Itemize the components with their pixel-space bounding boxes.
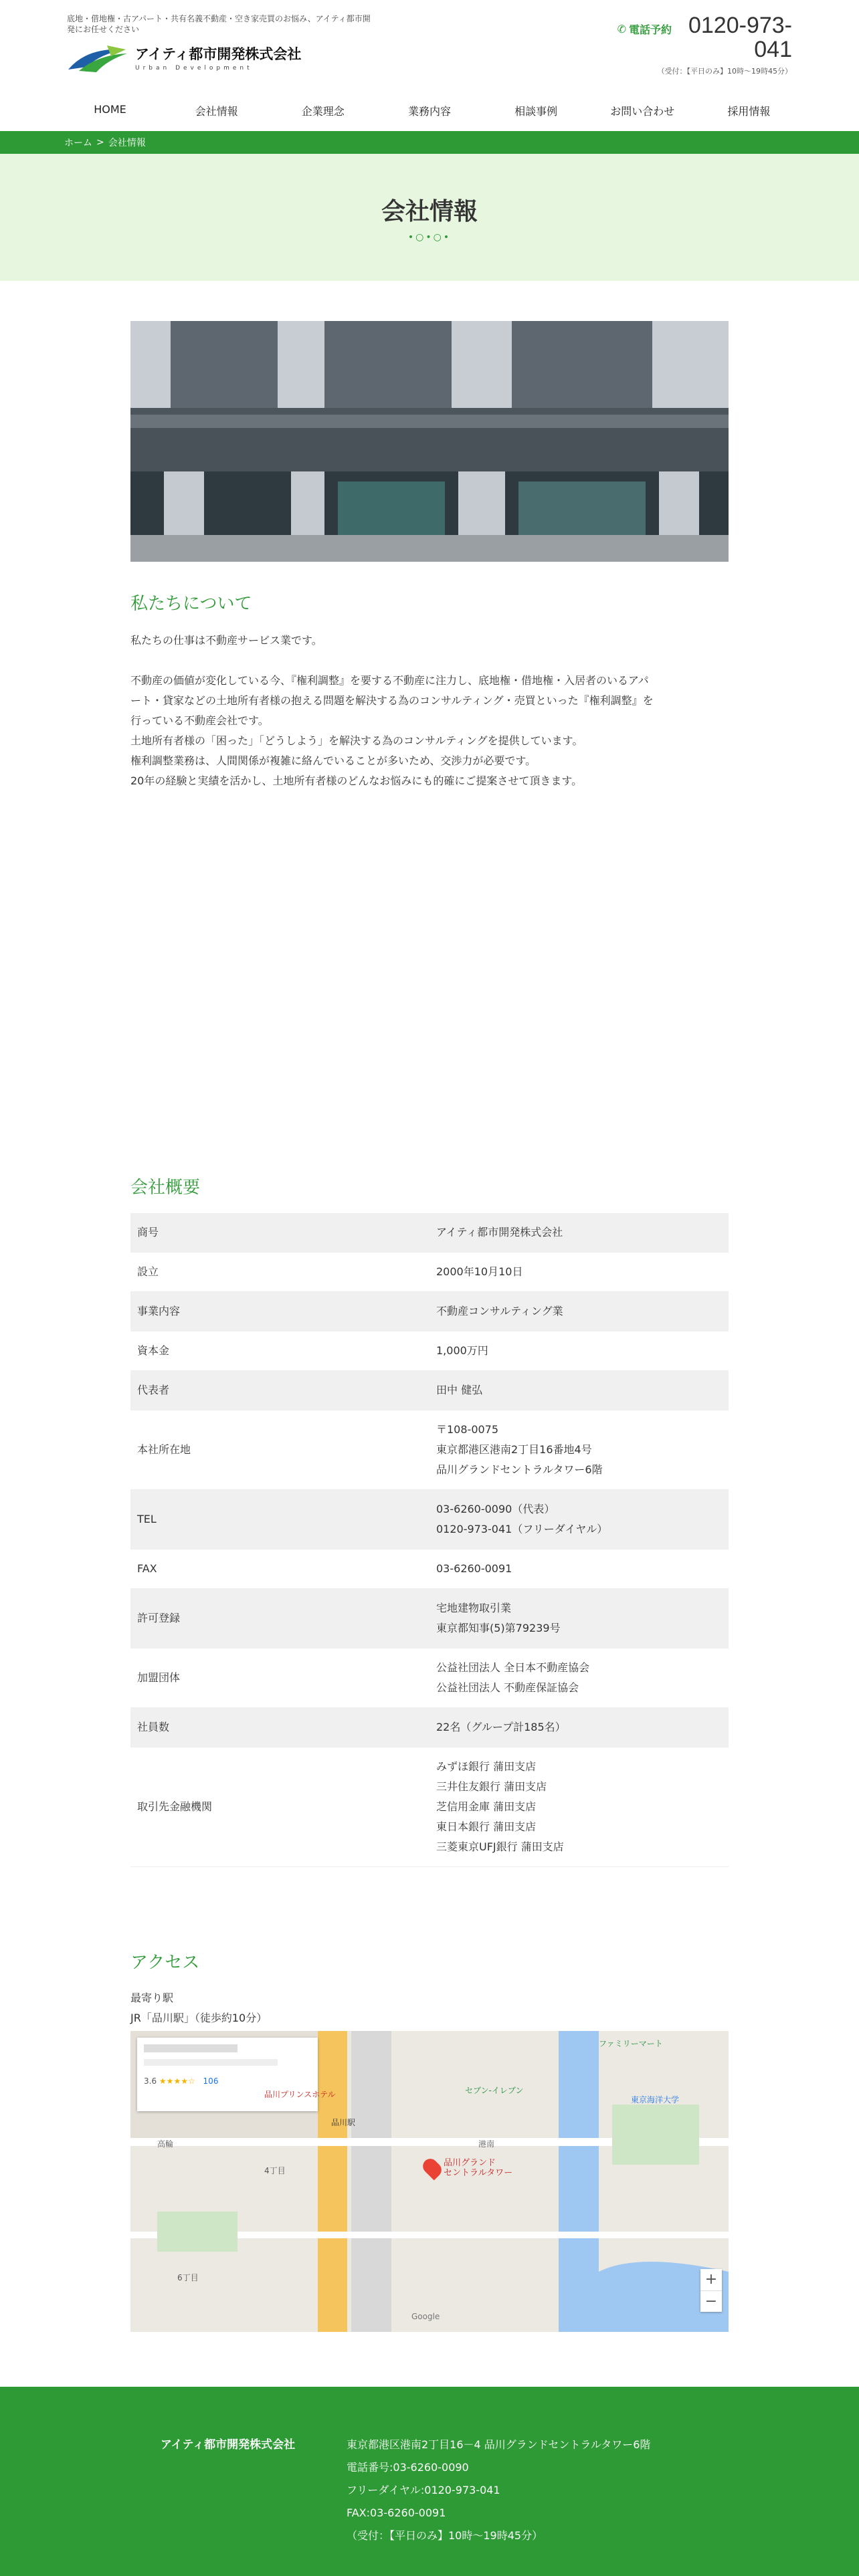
map-reviews[interactable]: 106 (203, 2076, 219, 2086)
building-entrance-image (130, 321, 729, 562)
overview-label: 商号 (130, 1213, 430, 1253)
zoom-in-button[interactable]: + (704, 2271, 718, 2288)
about-line: 20年の経験と実績を活かし、土地所有者様のどんなお悩みにも的確にご提案させて頂きます。 (130, 774, 583, 787)
breadcrumb-separator: > (96, 137, 104, 148)
about-section (130, 590, 729, 791)
breadcrumb (0, 131, 859, 154)
table-row (130, 1490, 729, 1549)
table-row (130, 1589, 729, 1648)
site-header (0, 0, 859, 131)
overview-label: 代表者 (130, 1371, 430, 1410)
about-line: 権利調整業務は、人間関係が複雑に絡んでいることが多いため、交渉力が必要です。 (130, 754, 537, 767)
nav-home[interactable]: HOME (94, 103, 126, 116)
company-name: アイティ都市開発株式会社 (135, 46, 302, 62)
overview-value: 03-6260-0090（代表） 0120-973-041（フリーダイヤル） (430, 1490, 729, 1549)
station-label: 最寄り駅 (130, 1992, 174, 2004)
map-zoom-controls (700, 2269, 722, 2312)
table-row (130, 1549, 729, 1589)
overview-value: 1,000万円 (430, 1331, 729, 1371)
company-logo[interactable] (67, 40, 301, 75)
map-label: 4丁目 (264, 2166, 286, 2175)
table-row (130, 1747, 729, 1867)
page-title: 会社情報 (381, 198, 478, 225)
nav-services[interactable]: 業務内容 (407, 105, 451, 118)
tel-reservation (617, 13, 792, 76)
overview-label: 加盟団体 (130, 1648, 430, 1708)
overview-label: TEL (130, 1490, 430, 1549)
header-tagline: 底地・借地権・古アパート・共有名義不動産・空き家売買のお悩み、アイティ都市開発にお任せください (67, 14, 371, 34)
zoom-out-button[interactable]: − (700, 2290, 722, 2312)
nav-cases[interactable]: 相談事例 (514, 105, 558, 118)
about-line: ート・貸家などの土地所有者様の抱える問題を解決する為のコンサルティング・売買といった『権利調整』を (130, 694, 654, 707)
table-row (130, 1708, 729, 1747)
overview-label: 本社所在地 (130, 1410, 430, 1490)
overview-label: 社員数 (130, 1708, 430, 1747)
page-hero (0, 154, 859, 281)
map-place-card[interactable] (137, 2038, 318, 2111)
footer-hours: （受付：【平日のみ】10時〜19時45分） (347, 2529, 543, 2542)
table-row (130, 1331, 729, 1371)
overview-label: 事業内容 (130, 1292, 430, 1331)
nav-contact[interactable]: お問い合わせ (610, 105, 675, 118)
overview-heading: 会社概要 (130, 1178, 201, 1198)
footer-free-dial[interactable]: フリーダイヤル:0120-973-041 (347, 2484, 500, 2496)
tel-label: ✆ 電話予約 (617, 23, 672, 36)
company-overview-table (130, 1213, 729, 1867)
overview-value: 03-6260-0091 (430, 1549, 729, 1589)
google-logo: Google (411, 2312, 440, 2321)
map-rating: 3.6 (144, 2076, 157, 2086)
nav-company[interactable]: 会社情報 (195, 105, 238, 118)
about-lead: 私たちの仕事は不動産サービス業です。 (130, 634, 322, 647)
footer-info (347, 2434, 650, 2547)
about-line: 不動産の価値が変化している今、『権利調整』を要する不動産に注力し、底地権・借地権・入居者のいるアパ (130, 674, 649, 687)
nav-philosophy[interactable]: 企業理念 (301, 105, 345, 118)
company-subtitle: Urban Development (135, 65, 253, 72)
google-map[interactable] (130, 2031, 729, 2332)
about-line: 行っている不動産会社です。 (130, 714, 269, 727)
overview-value: 宅地建物取引業 東京都知事(5)第79239号 (430, 1589, 729, 1648)
map-label: 品川プリンスホテル (264, 2090, 336, 2099)
tel-hours: （受付：【平日のみ】10時〜19時45分） (657, 67, 792, 76)
overview-value: みずほ銀行 蒲田支店 三井住友銀行 蒲田支店 芝信用金庫 蒲田支店 東日本銀行 蒲田支店 三菱東京UFJ銀行 蒲田支店 (430, 1747, 729, 1867)
table-row (130, 1213, 729, 1253)
about-line: 土地所有者様の「困った」「どうしよう」を解決する為のコンサルティングを提供しています。 (130, 734, 583, 747)
overview-value: 不動産コンサルティング業 (430, 1292, 729, 1331)
phone-icon: ✆ (617, 23, 626, 35)
map-stars: ★★★★☆ (159, 2076, 195, 2086)
global-nav (57, 99, 802, 122)
overview-value: アイティ都市開発株式会社 (430, 1213, 729, 1253)
table-row (130, 1292, 729, 1331)
blank-space (130, 791, 729, 1174)
about-heading: 私たちについて (130, 594, 252, 614)
map-label: 東京海洋大学 (631, 2095, 680, 2105)
overview-value: 22名（グループ計185名） (430, 1708, 729, 1747)
overview-value: 公益社団法人 全日本不動産協会 公益社団法人 不動産保証協会 (430, 1648, 729, 1708)
table-row (130, 1371, 729, 1410)
overview-value: 〒108-0075 東京都港区港南2丁目16番地4号 品川グランドセントラルタワー6階 (430, 1410, 729, 1490)
nav-recruit[interactable]: 採用情報 (727, 105, 771, 118)
overview-label: 設立 (130, 1253, 430, 1292)
overview-value: 2000年10月10日 (430, 1253, 729, 1292)
footer-tel[interactable]: 電話番号:03-6260-0090 (347, 2461, 469, 2474)
table-row (130, 1648, 729, 1708)
access-info (130, 1988, 729, 2028)
map-pin[interactable] (425, 2158, 513, 2178)
footer-address: 東京都港区港南2丁目16－4 品川グランドセントラルタワー6階 (347, 2438, 651, 2451)
map-label: セブン-イレブン (465, 2086, 524, 2095)
map-pin-label: 品川グランド セントラルタワー (444, 2158, 513, 2178)
map-label: 6丁目 (177, 2273, 199, 2282)
main-content (130, 321, 729, 2332)
title-ornament: •○•○• (407, 232, 452, 243)
building-photo (130, 321, 729, 562)
overview-value: 田中 健弘 (430, 1371, 729, 1410)
map-label: ファミリーマート (599, 2039, 663, 2048)
breadcrumb-current: 会社情報 (108, 138, 146, 148)
overview-label: 許可登録 (130, 1589, 430, 1648)
breadcrumb-home[interactable]: ホーム (64, 138, 92, 148)
footer-fax: FAX:03-6260-0091 (347, 2506, 446, 2519)
station-name: JR「品川駅」（徒歩約10分） (130, 2012, 268, 2024)
map-label: 高輪 (157, 2139, 174, 2149)
overview-label: 資本金 (130, 1331, 430, 1371)
access-heading: アクセス (130, 1953, 200, 1973)
map-label: 品川駅 (331, 2118, 356, 2127)
footer-company-name: アイティ都市開発株式会社 (161, 2438, 296, 2452)
table-row (130, 1253, 729, 1292)
site-footer (0, 2387, 859, 2576)
map-label: 港南 (478, 2139, 495, 2149)
overview-label: FAX (130, 1549, 430, 1589)
logo-mark-icon (67, 40, 128, 75)
overview-label: 取引先金融機関 (130, 1747, 430, 1867)
tel-number-link[interactable]: 0120-973-041 (688, 13, 792, 62)
table-row (130, 1410, 729, 1490)
